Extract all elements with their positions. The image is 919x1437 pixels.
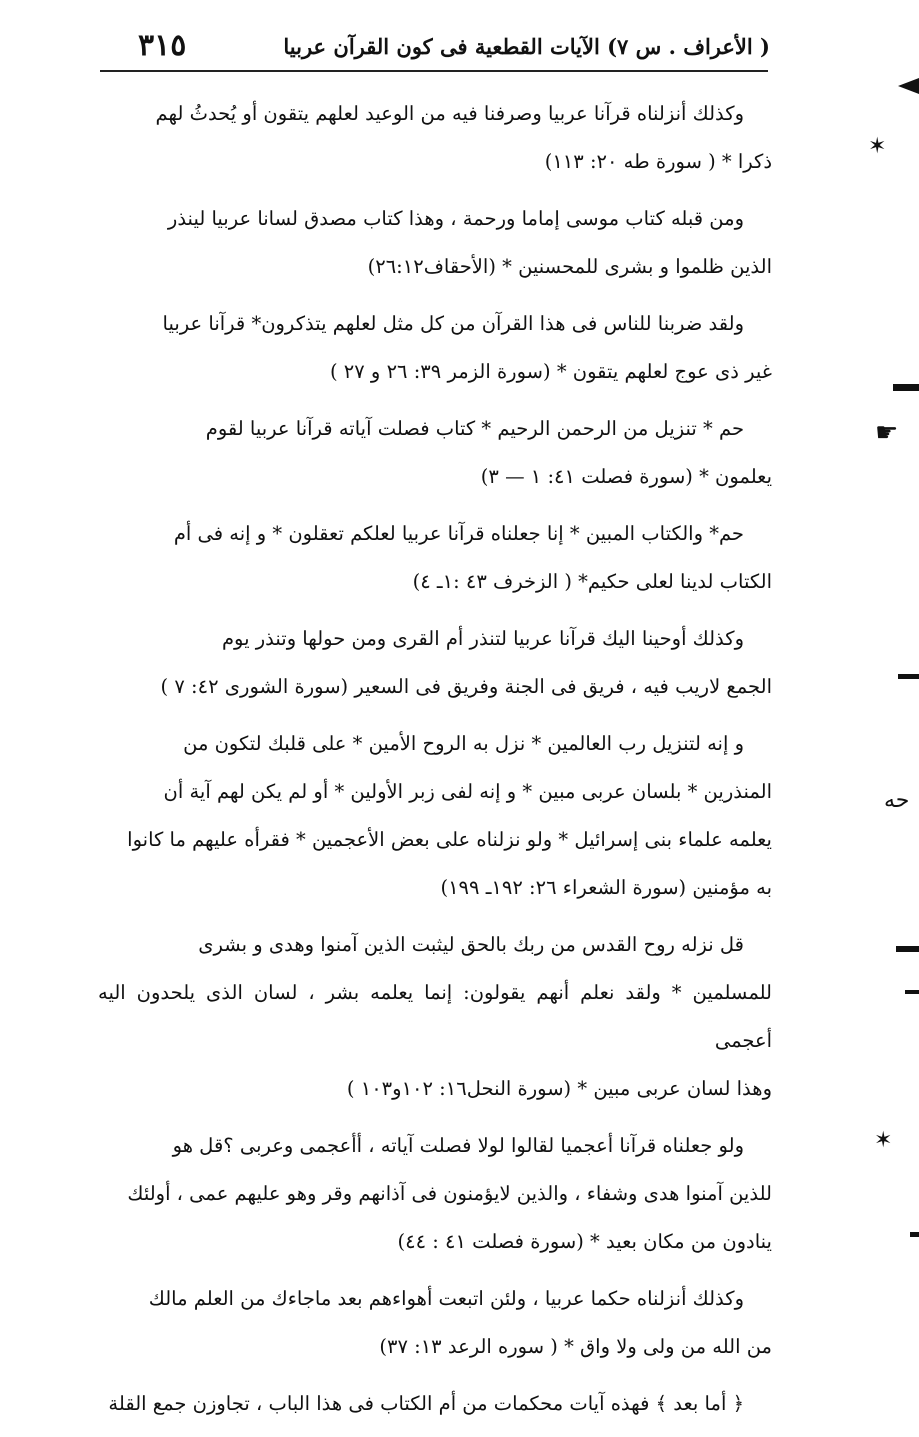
verse-paragraph: [98, 1122, 772, 1266]
page-number: ٣١٥: [138, 28, 187, 63]
scan-edge-mark: [896, 946, 919, 952]
text-line: ﴿ أما بعد ﴾ فهذه آيات محكمات من أم الكتاب فى هذا الباب ، تجاوزن جمع القلة: [108, 1392, 744, 1415]
header-title: ( الأعراف . س ٧) الآيات القطعية فى كون القرآن عربيا: [283, 34, 770, 59]
header-rule: [100, 70, 768, 72]
verse-paragraph: [98, 510, 772, 606]
text-line: قل نزله روح القدس من ربك بالحق ليثبت الذين آمنوا وهدى و بشرى: [198, 933, 744, 956]
verse-paragraph: [98, 300, 772, 396]
verse-paragraph: [98, 90, 772, 186]
text-line: ومن قبله كتاب موسى إماما ورحمة ، وهذا كتاب مصدق لسانا عربيا لينذر: [167, 207, 744, 230]
text-line: ذكرا * ( سورة طه ٢٠: ١١٣): [544, 150, 772, 173]
text-line: به مؤمنين (سورة الشعراء ٢٦: ١٩٢ـ ١٩٩): [440, 876, 772, 899]
text-line: وكذلك أنزلناه حكما عربيا ، ولئن اتبعت أهواءهم بعد ماجاءك من العلم مالك: [148, 1287, 744, 1310]
text-line: ولو جعلناه قرآنا أعجميا لقالوا لولا فصلت آياته ، أأعجمى وعربى ؟قل هو: [172, 1134, 744, 1157]
scan-edge-mark: [898, 674, 919, 679]
scan-ink-blot: ✶: [868, 134, 887, 159]
verse-paragraph: [98, 720, 772, 912]
scan-edge-mark: [898, 78, 919, 94]
running-header: [100, 28, 770, 68]
text-line: وكذلك أنزلناه قرآنا عربيا وصرفنا فيه من الوعيد لعلهم يتقون أو يُحدثُ لهم: [155, 102, 744, 125]
verse-paragraph: [98, 195, 772, 291]
text-line: يعلمون * (سورة فصلت ٤١: ١ — ٣): [480, 465, 772, 488]
text-line: ولقد ضربنا للناس فى هذا القرآن من كل مثل لعلهم يتذكرون* قرآنا عربيا: [162, 312, 744, 335]
text-line: للمسلمين * ولقد نعلم أنهم يقولون: إنما يعلمه بشر ، لسان الذى يلحدون اليه أعجمى: [98, 981, 772, 1052]
verse-paragraph: [98, 921, 772, 1113]
text-line: يعلمه علماء بنى إسرائيل * ولو نزلناه على بعض الأعجمين * فقرأه عليهم ما كانوا: [127, 828, 772, 851]
scan-edge-mark: [910, 1232, 919, 1237]
text-line: وهذا لسان عربى مبين * (سورة النحل١٦: ١٠٢و١٠٣ ): [346, 1077, 772, 1100]
text-line: حم* والكتاب المبين * إنا جعلناه قرآنا عربيا لعلكم تعقلون * و إنه فى أم: [173, 522, 744, 545]
verse-paragraph: [98, 405, 772, 501]
scan-ink-blot: ☛: [875, 418, 899, 448]
text-line: الكتاب لدينا لعلى حكيم* ( الزخرف ٤٣ :١ـ ٤): [412, 570, 772, 593]
text-line: الذين ظلموا و بشرى للمحسنين * (الأحقاف٢٦:١٢): [367, 255, 772, 278]
verse-paragraph: [98, 1380, 772, 1428]
text-line: غير ذى عوج لعلهم يتقون * (سورة الزمر ٣٩: ٢٦ و ٢٧ ): [329, 360, 772, 383]
body-text: [98, 90, 772, 1437]
scan-edge-mark: [893, 384, 919, 391]
text-line: من الله من ولى ولا واق * ( سوره الرعد ١٣: ٣٧): [379, 1335, 772, 1358]
text-line: وكذلك أوحينا اليك قرآنا عربيا لتنذر أم القرى ومن حولها وتنذر يوم: [221, 627, 744, 650]
verse-paragraph: [98, 1275, 772, 1371]
scan-ink-blot: ✶: [874, 1128, 893, 1153]
verse-paragraph: [98, 615, 772, 711]
text-line: ينادون من مكان بعيد * (سورة فصلت ٤١ : ٤٤): [397, 1230, 772, 1253]
text-line: الجمع لاريب فيه ، فريق فى الجنة وفريق فى السعير (سورة الشورى ٤٢: ٧ ): [160, 675, 772, 698]
scan-edge-mark: [905, 990, 919, 994]
scan-ink-blot: ﺣﻪ: [884, 788, 910, 813]
text-line: للذين آمنوا هدى وشفاء ، والذين لايؤمنون فى آذانهم وقر وهو عليهم عمى ، أولئك: [127, 1182, 772, 1205]
text-line: و إنه لتنزيل رب العالمين * نزل به الروح الأمين * على قلبك لتكون من: [183, 732, 744, 755]
text-line: حم * تنزيل من الرحمن الرحيم * كتاب فصلت آياته قرآنا عربيا لقوم: [205, 417, 744, 440]
text-line: المنذرين * بلسان عربى مبين * و إنه لفى زبر الأولين * أو لم يكن لهم آية أن: [163, 780, 772, 803]
